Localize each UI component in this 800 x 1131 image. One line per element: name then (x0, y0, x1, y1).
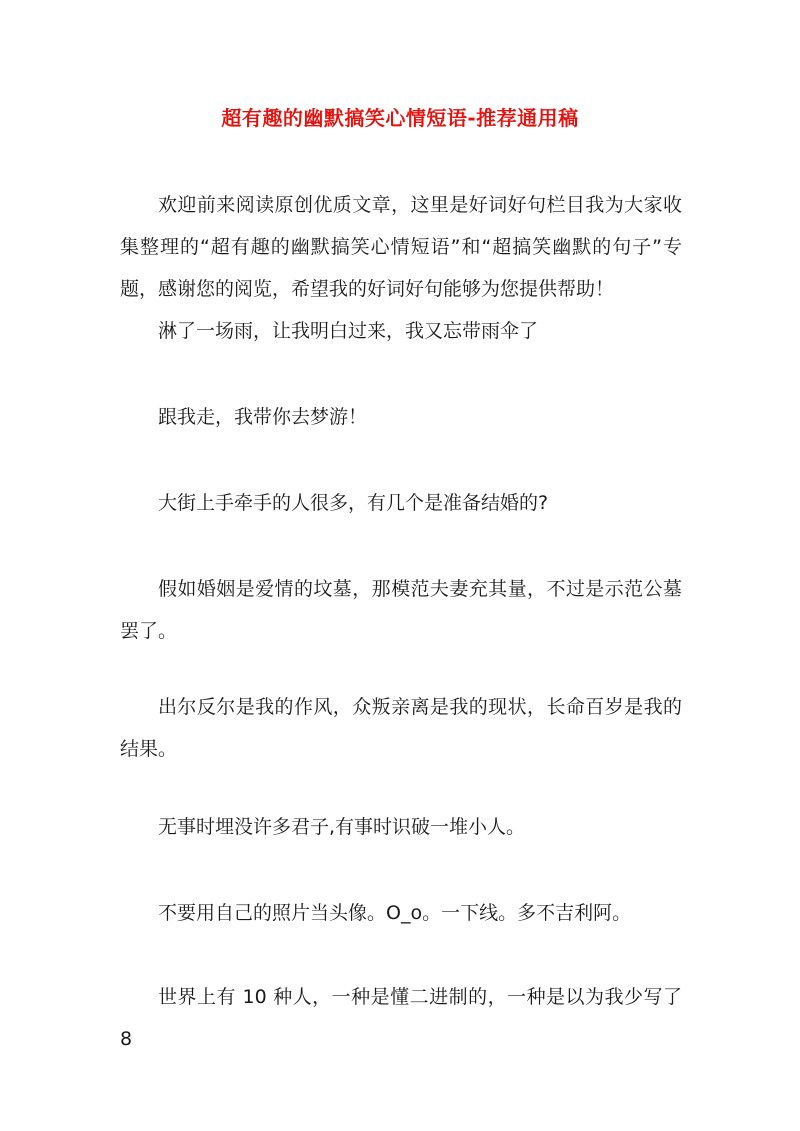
paragraph-5: 出尔反尔是我的作风，众叛亲离是我的现状，长命百岁是我的结果。 (120, 696, 682, 760)
paragraph-8: 世界上有 10 种人，一种是懂二进制的，一种是以为我少写了 8 (120, 986, 682, 1050)
document-title: 超有趣的幽默搞笑心情短语-推荐通用稿 (221, 106, 579, 130)
paragraph-1: 淋了一场雨，让我明白过来，我又忘带雨伞了 (158, 320, 539, 342)
intro-paragraph: 欢迎前来阅读原创优质文章，这里是好词好句栏目我为大家收集整理的“超有趣的幽默搞笑心情短语”和“超搞笑幽默的句子”专题，感谢您的阅览，希望我的好词好句能够为您提供帮助！ (120, 194, 682, 300)
paragraph-7: 不要用自己的照片当头像。O_o。一下线。多不吉利阿。 (158, 902, 632, 924)
paragraph-4: 假如婚姻是爱情的坟墓，那模范夫妻充其量，不过是示范公墓罢了。 (120, 578, 682, 642)
paragraph-3: 大街上手牵手的人很多，有几个是准备结婚的? (158, 492, 549, 514)
paragraph-2: 跟我走，我带你去梦游！ (158, 406, 368, 428)
paragraph-6: 无事时埋没许多君子,有事时识破一堆小人。 (158, 816, 526, 838)
